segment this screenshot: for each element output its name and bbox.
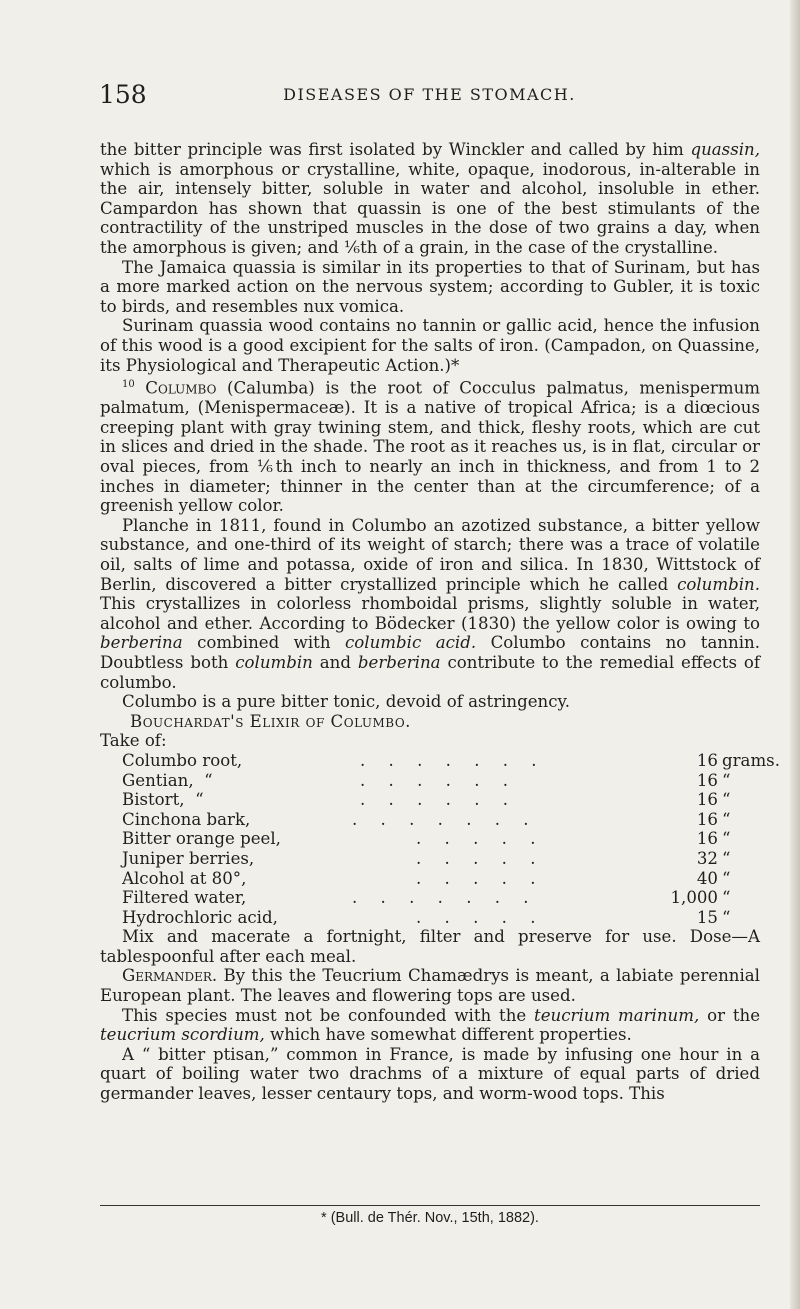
recipe-row [100, 750, 780, 771]
leader-dots: . . . . . . . [352, 888, 538, 908]
ingredient-unit: “ [722, 907, 731, 927]
ingredient-unit: “ [722, 809, 731, 829]
footnote-rule [100, 1205, 760, 1206]
leader-dots: . . . . . . [360, 770, 518, 790]
paragraph-bitter-ptisan: A “ bitter ptisan,” common in France, is made by infusing one hour in a quart of boiling water two drachms of a mixture of equal parts of dried germander leaves, lesser centaury tops, and worm-wood tops. This [100, 1044, 760, 1104]
ingredient-name: Alcohol at 80°, [122, 868, 247, 888]
ingredient-name: Juniper berries, [122, 848, 255, 868]
ingredient-unit: “ [722, 888, 731, 908]
ingredient-quantity: 16 [696, 790, 718, 810]
recipe-row [100, 888, 760, 908]
leader-dots: . . . . . [416, 868, 545, 888]
recipe-row [100, 849, 760, 869]
ingredient-name: Hydrochloric acid, [122, 907, 278, 927]
paragraph-planche: Planche in 1811, found in Columbo an azotized substance, a bitter yellow substance, and one-third of its weight of starch; there was a trace of volatile oil, salts of lime and potassa, oxide of iron and silica. In 1830, Wittstock of Berlin, discovered a bitter crystallized principle which he called columbin. This crystallizes in colorless rhomboidal prisms, slightly soluble in water, alcohol and ether. According to Bödecker (1830) the yellow color is owing to berberina combined with columbic acid. Columbo contains no tannin. Doubtless both columbin and berberina contribute to the remedial effects of columbo. [100, 515, 760, 692]
ingredient-quantity: 16 [696, 750, 718, 770]
ingredient-quantity: 15 [696, 907, 718, 927]
ingredient-unit: “ [722, 770, 731, 790]
ingredient-unit: “ [722, 829, 731, 849]
ingredient-quantity: 16 [696, 770, 718, 790]
page-edge-shadow [790, 0, 800, 1309]
recipe-row [100, 771, 760, 791]
paragraph-germander: Germander. By this the Teucrium Chamædrys is meant, a labiate perennial European plant. The leaves and flowering tops are used. [100, 966, 760, 1006]
recipe-row [100, 908, 760, 928]
entry-heading: Germander. [122, 966, 218, 986]
note-number: 10 [122, 379, 135, 391]
leader-dots: . . . . . . [360, 790, 518, 810]
ingredient-name: Bitter orange peel, [122, 829, 281, 849]
ingredient-quantity: 1,000 [670, 888, 718, 908]
recipe-row [100, 790, 760, 810]
recipe-ingredient-list [100, 750, 780, 927]
recipe-row [100, 869, 760, 889]
ingredient-name: Filtered water, [122, 888, 247, 908]
recipe-title: Bouchardat's Elixir of Columbo. [130, 711, 411, 731]
ingredient-unit: “ [722, 790, 731, 810]
ingredient-name: Bistort, “ [122, 790, 204, 810]
recipe-directions: Mix and macerate a fortnight, filter and preserve for use. Dose—A tablespoonful after each meal. [100, 927, 760, 966]
ingredient-name: Columbo root, [122, 750, 243, 770]
ingredient-quantity: 16 [696, 809, 718, 829]
running-head: DISEASES OF THE STOMACH. [283, 85, 576, 104]
recipe-row [100, 829, 760, 849]
leader-dots: . . . . . [416, 848, 545, 868]
ingredient-unit: “ [722, 868, 731, 888]
ingredient-name: Cinchona bark, [122, 809, 251, 829]
paragraph-columbo: $^{10}$ Columbo (Calumba) is the root of Cocculus palmatus, menispermum palmatum, (Menispermaceæ). It is a native of tropical Africa; is a diœcious creeping plant with gray twining stem, and thick, fleshy roots, which are cut in slices and dried in the shade. The root as it reaches us, is in flat, circular or oval pieces, from ⅙th inch to nearly an inch in thickness, and from 1 to 2 inches in diameter; thinner in the center than at the circumference; of a greenish yellow color. [100, 378, 760, 516]
leader-dots: . . . . . . . [360, 750, 546, 770]
leader-dots: . . . . . [416, 829, 545, 849]
ingredient-unit: grams. [722, 750, 780, 770]
entry-heading: Columbo [145, 378, 217, 398]
paragraph-tonic: Columbo is a pure bitter tonic, devoid of astringency. [122, 692, 570, 712]
ingredient-quantity: 16 [696, 829, 718, 849]
leader-dots: . . . . . [416, 907, 545, 927]
ingredient-quantity: 40 [696, 868, 718, 888]
footnote: * (Bull. de Thér. Nov., 15th, 1882). [321, 1210, 539, 1226]
ingredient-quantity: 32 [696, 848, 718, 868]
paragraph-teucrium: This species must not be confounded with the teucrium marinum, or the teucrium scordium, which have somewhat different properties. [100, 1005, 761, 1045]
page-header [99, 80, 760, 110]
ingredient-name: Gentian, “ [122, 770, 213, 790]
recipe-take-of: Take of: [100, 731, 167, 751]
ingredient-unit: “ [722, 848, 731, 868]
paragraph-quassin: the bitter principle was first isolated by Winckler and called by him quassin, which is amorphous or crystalline, white, opaque, inodorous, in-alterable in the air, intensely bitter, soluble in water and alcohol, insoluble in ether. Campardon has shown that quassin is one of the best stimulants of the contractility of the unstriped muscles in the dose of two grains a day, when the amorphous is given; and ⅙th of a grain, in the case of the crystalline. [100, 140, 760, 257]
body-text [100, 140, 780, 1104]
page-number: 158 [99, 80, 147, 109]
paragraph-surinam-quassia: Surinam quassia wood contains no tannin or gallic acid, hence the infusion of this wood is a good excipient for the salts of iron. (Campadon, on Quassine, its Physiological and Therapeutic Action.)* [100, 316, 760, 375]
recipe-row [100, 810, 760, 830]
leader-dots: . . . . . . . [352, 809, 538, 829]
paragraph-jamaica-quassia: The Jamaica quassia is similar in its properties to that of Surinam, but has a more marked action on the nervous system; according to Gubler, it is toxic to birds, and resembles nux vomica. [100, 257, 760, 316]
